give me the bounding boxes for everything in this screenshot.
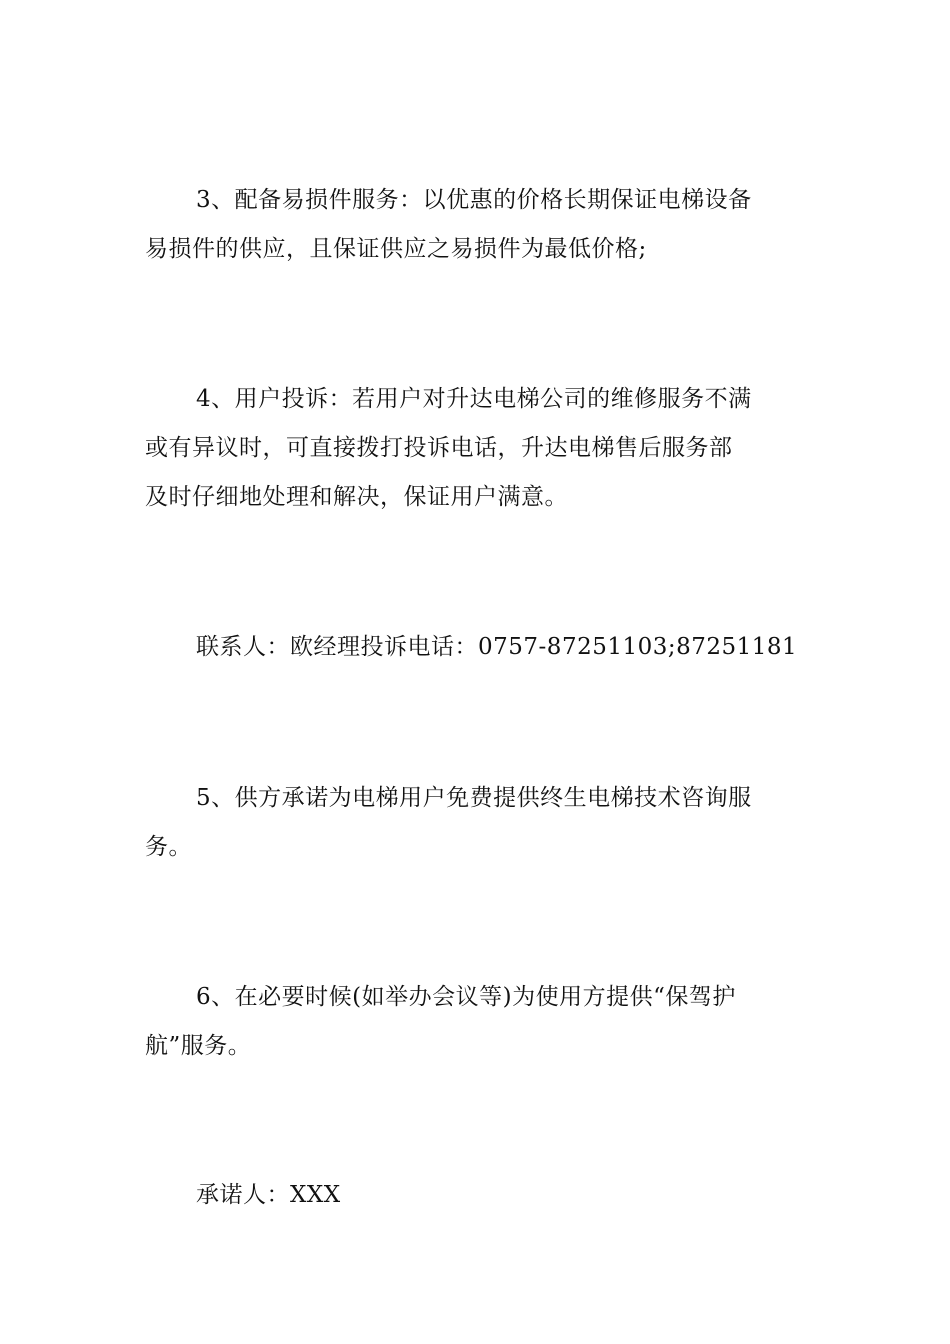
paragraph-line: 航”服务。 [145,1033,252,1059]
signatory-line: 承诺人：XXX [196,1182,341,1208]
paragraph-line: 及时仔细地处理和解决，保证用户满意。 [145,484,568,510]
paragraph-line: 3、配备易损件服务：以优惠的价格长期保证电梯设备 [196,187,752,213]
paragraph-line: 或有异议时，可直接拨打投诉电话，升达电梯售后服务部 [145,435,733,461]
paragraph-line: 务。 [145,834,192,860]
contact-line: 联系人：欧经理投诉电话：0757-87251103;87251181 [196,634,798,660]
paragraph-line: 4、用户投诉：若用户对升达电梯公司的维修服务不满 [196,386,752,412]
paragraph-line: 6、在必要时候(如举办会议等)为使用方提供“保驾护 [196,984,736,1010]
paragraph-line: 5、供方承诺为电梯用户免费提供终生电梯技术咨询服 [196,785,752,811]
paragraph-line: 易损件的供应，且保证供应之易损件为最低价格; [145,236,647,262]
